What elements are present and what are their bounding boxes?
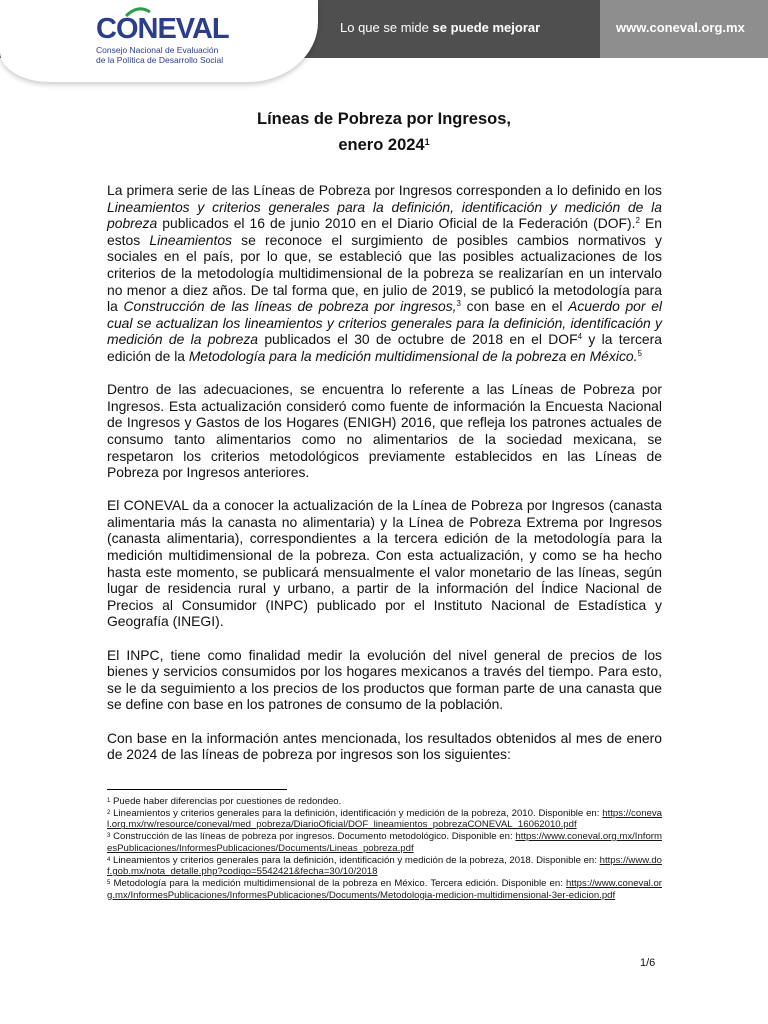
paragraph-5: Con base en la información antes mencionada, los resultados obtenidos al mes de enero de 2024 de las líneas de pobreza por ingresos son los siguientes: <box>107 729 662 763</box>
footnote-text: Construcción de las líneas de pobreza por ingresos. Documento metodológico. Disponible en: <box>110 831 516 843</box>
p1-italic-acuerdo: Acuerdo por el cual se actualizan los lineamientos y criterios generales para la definición, identificación y medición de la pobreza <box>107 298 663 348</box>
logo-wordmark: CONEVAL <box>96 13 229 45</box>
footnote-number: 3 <box>107 833 111 840</box>
p1-italic-lineamientos: Lineamientos <box>149 231 232 248</box>
footnote-2 <box>107 808 662 831</box>
p1-text: publicados el 30 de octubre de 2018 en el DOF <box>258 331 578 348</box>
paragraph-1 <box>107 182 662 365</box>
footnote-link[interactable]: https://www.coneval.org.mx/InformesPublicaciones/InformesPublicaciones/Documents/Metodologia-medicion-multidimensional-3er-edicion.pdf <box>107 877 662 901</box>
logo-subtitle-line2: de la Política de Desarrollo Social <box>96 55 224 65</box>
footnote-link[interactable]: https://www.coneval.org.mx/InformesPublicaciones/InformesPublicaciones/Documents/Lineas_pobreza.pdf <box>107 831 662 854</box>
p1-text: publicados el 16 de junio 2010 en el Diario Oficial de la Federación (DOF). <box>157 215 636 232</box>
title-date: enero 2024 <box>338 136 425 154</box>
title-footnote-ref[interactable]: 1 <box>424 137 430 147</box>
footnote-4 <box>107 855 662 878</box>
title-line1: Líneas de Pobreza por Ingresos, <box>257 110 511 128</box>
footnote-text: Lineamientos y criterios generales para la definición, identificación y medición de la pobreza, 2018. Disponible en: <box>110 854 600 866</box>
slogan-bold: se puede mejorar <box>432 20 541 35</box>
footnote-number: 1 <box>107 798 111 804</box>
page-header <box>0 0 768 82</box>
footnote-text: Metodología para la medición multidimensional de la pobreza en México. Tercera edición. Disponible en: <box>110 877 567 889</box>
footnote-ref-3[interactable]: 3 <box>456 299 461 309</box>
logo-area[interactable] <box>0 0 318 82</box>
p1-text: con base en el <box>460 298 569 315</box>
footnote-3 <box>107 831 662 854</box>
document-body <box>107 182 662 779</box>
footnote-ref-2[interactable]: 2 <box>635 216 640 226</box>
footnote-link[interactable]: https://coneval.org.mx/rw/resource/coneval/med_pobreza/DiarioOficial/DOF_lineamientos_pobrezaCONEVAL_16062010.pdf <box>107 807 662 831</box>
logo-subtitle-line1: Consejo Nacional de Evaluación <box>96 45 219 55</box>
footnote-divider <box>107 789 287 790</box>
p1-text: En estos <box>107 215 662 248</box>
footnote-ref-4[interactable]: 4 <box>577 332 583 342</box>
p1-text: y la tercera edición de la <box>107 331 662 364</box>
footnote-number: 2 <box>107 809 111 816</box>
footnote-number: 5 <box>107 879 111 886</box>
document-title <box>0 106 768 158</box>
paragraph-2: Dentro de las adecuaciones, se encuentra lo referente a las Líneas de Pobreza por Ingresos. Esta actualización consideró como fuente de información la Encuesta Nacional de Ingresos y Gastos de los Hogares (ENIGH) 2016, que refleja los patrones actuales de consumo tanto alimentarios como no alimentarios de la sociedad mexicana, se respetaron los criterios metodológicos previamente establecidos en las Líneas de Pobreza por Ingresos anteriores. <box>107 381 662 481</box>
p1-italic-construccion: Construcción de las líneas de pobreza por ingresos, <box>123 298 457 315</box>
paragraph-3: El CONEVAL da a conocer la actualización de la Línea de Pobreza por Ingresos (canasta alimentaria más la canasta no alimentaria) y la Línea de Pobreza Extrema por Ingresos (canasta alimentaria), correspondientes a la tercera edición de la metodología para la medición multidimensional de la pobreza. Con esta actualización, y como se ha hecho hasta este momento, se publicará mensualmente el valor monetario de las líneas, según lugar de residencia rural y urbano, a partir de la información del Índice Nacional de Precios al Consumidor (INPC) publicado por el Instituto Nacional de Estadística y Geografía (INEGI). <box>107 497 662 630</box>
p1-italic-metodologia: Metodología para la medición multidimensional de la pobreza en México. <box>188 347 638 364</box>
footnote-text: Lineamientos y criterios generales para la definición, identificación y medición de la pobreza, 2010. Disponible en: <box>110 807 603 819</box>
footnote-5 <box>107 878 662 901</box>
header-website-link[interactable]: www.coneval.org.mx <box>616 20 745 35</box>
footnote-link[interactable]: https://www.dof.gob.mx/nota_detalle.php?codigo=5542421&fecha=30/10/2018 <box>107 854 662 878</box>
slogan-plain: Lo que se mide <box>340 20 433 35</box>
footnote-number: 4 <box>107 856 111 863</box>
footnote-1 <box>107 796 662 808</box>
page-number: 1/6 <box>640 957 656 969</box>
title-line2 <box>0 132 768 158</box>
p1-text: La primera serie de las Líneas de Pobreza por Ingresos corresponden a lo definido en los <box>107 182 662 198</box>
footnote-text: Puede haber diferencias por cuestiones de redondeo. <box>110 796 342 807</box>
header-slogan <box>340 20 540 35</box>
footnotes <box>107 796 662 901</box>
p1-italic-lineamientos-2010: Lineamientos y criterios generales para la definición, identificación y medición de la pobreza <box>107 198 662 232</box>
paragraph-4: El INPC, tiene como finalidad medir la evolución del nivel general de precios de los bienes y servicios consumidos por los hogares mexicanos a través del tiempo. Para esto, se le da seguimiento a los precios de los productos que forman parte de una canasta que se define con base en los patrones de consumo de la población. <box>107 646 662 713</box>
p1-text: se reconoce el surgimiento de posibles cambios normativos y sociales en el país, por lo que, se estableció que las posibles actualizaciones de los criterios de la metodología multidimensional de la pobreza se realizarían en un intervalo no menor a diez años. De tal forma que, en julio de 2019, se publicó la metodología para la <box>107 231 662 315</box>
footnote-ref-5[interactable]: 5 <box>637 348 642 358</box>
